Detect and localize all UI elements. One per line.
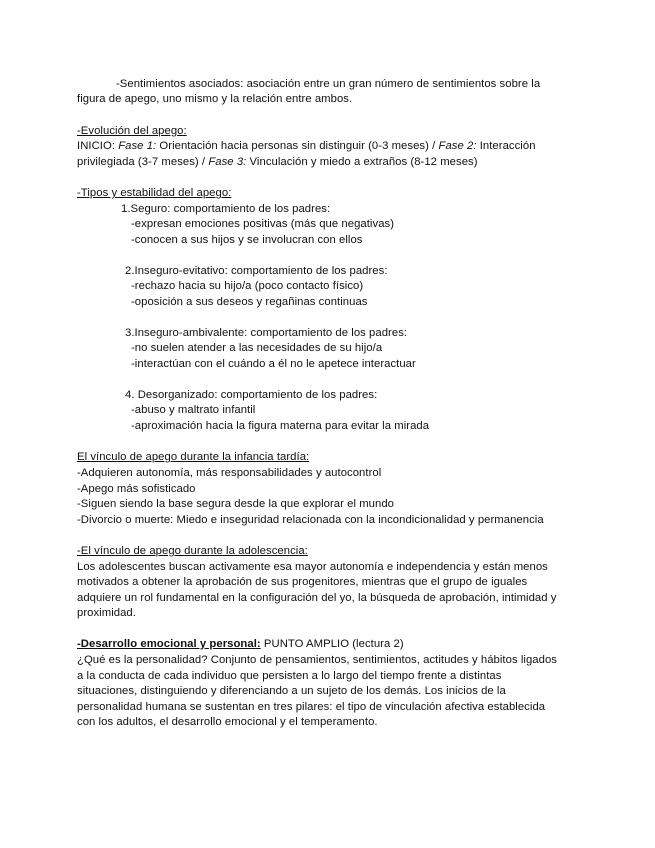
- tipo-ambivalente-item: -interactúan con el cuándo a él no le apetece interactuar: [131, 358, 416, 370]
- tipo-desorganizado-item: -abuso y maltrato infantil: [131, 404, 256, 416]
- desarrollo-heading-suffix: PUNTO AMPLIO (lectura 2): [260, 638, 404, 650]
- tipo-seguro-item: -conocen a sus hijos y se involucran con ellos: [131, 234, 363, 246]
- intro-line-2: figura de apego, uno mismo y la relación entre ambos.: [77, 93, 353, 105]
- desarrollo-line: a la conducta de cada individuo que persisten a lo largo del tiempo frente a distintas: [77, 670, 502, 682]
- adolescencia-line: proximidad.: [77, 607, 136, 619]
- tipo-evitativo-item: -oposición a sus deseos y regañinas continuas: [131, 296, 368, 308]
- evolucion-line-1: INICIO: Fase 1: Orientación hacia personas sin distinguir (0-3 meses) / Fase 2: Interacción: [77, 140, 536, 152]
- tipos-heading: -Tipos y estabilidad del apego:: [77, 187, 232, 199]
- intro-line-1: -Sentimientos asociados: asociación entre un gran número de sentimientos sobre la: [116, 78, 541, 90]
- adolescencia-heading: -El vínculo de apego durante la adolescencia:: [77, 545, 308, 557]
- desarrollo-line: con los adultos, el desarrollo emocional y el temperamento.: [77, 716, 378, 728]
- tipo-seguro-item: -expresan emociones positivas (más que negativas): [131, 218, 395, 230]
- tipo-seguro-title: 1.Seguro: comportamiento de los padres:: [121, 203, 331, 215]
- adolescencia-line: motivados a obtener la aprobación de sus progenitores, mientras que el grupo de iguales: [77, 576, 528, 588]
- desarrollo-line: ¿Qué es la personalidad? Conjunto de pensamientos, sentimientos, actitudes y hábitos ligados: [77, 654, 557, 666]
- desarrollo-line: situaciones, distinguiendo y diferenciando a un sujeto de los demás. Los inicios de la: [77, 685, 506, 697]
- tipo-ambivalente-item: -no suelen atender a las necesidades de su hijo/a: [131, 342, 383, 354]
- infancia-item: -Apego más sofisticado: [77, 483, 196, 495]
- infancia-item: -Adquieren autonomía, más responsabilidades y autocontrol: [77, 467, 382, 479]
- infancia-heading: El vínculo de apego durante la infancia tardía:: [77, 451, 310, 463]
- desarrollo-line: personalidad humana se sustentan en tres pilares: el tipo de vinculación afectiva establecida: [77, 701, 546, 713]
- adolescencia-line: adquiere un rol fundamental en la configuración del yo, la búsqueda de aprobación, intimidad y: [77, 592, 557, 604]
- tipo-desorganizado-title: 4. Desorganizado: comportamiento de los padres:: [125, 389, 378, 401]
- infancia-item: -Siguen siendo la base segura desde la que explorar el mundo: [77, 498, 395, 510]
- adolescencia-line: Los adolescentes buscan activamente esa mayor autonomía e independencia y están menos: [77, 561, 548, 573]
- evolucion-line-2: privilegiada (3-7 meses) / Fase 3: Vinculación y miedo a extraños (8-12 meses): [77, 156, 478, 168]
- tipo-desorganizado-item: -aproximación hacia la figura materna para evitar la mirada: [131, 420, 430, 432]
- tipo-evitativo-item: -rechazo hacia su hijo/a (poco contacto físico): [131, 280, 364, 292]
- tipo-evitativo-title: 2.Inseguro-evitativo: comportamiento de los padres:: [125, 265, 388, 277]
- tipo-ambivalente-title: 3.Inseguro-ambivalente: comportamiento de los padres:: [125, 327, 408, 339]
- evolucion-heading: -Evolución del apego:: [77, 125, 187, 137]
- infancia-item: -Divorcio o muerte: Miedo e inseguridad relacionada con la incondicionalidad y permanencia: [77, 514, 544, 526]
- desarrollo-heading-line: [77, 637, 404, 652]
- desarrollo-heading: -Desarrollo emocional y personal:: [77, 638, 261, 650]
